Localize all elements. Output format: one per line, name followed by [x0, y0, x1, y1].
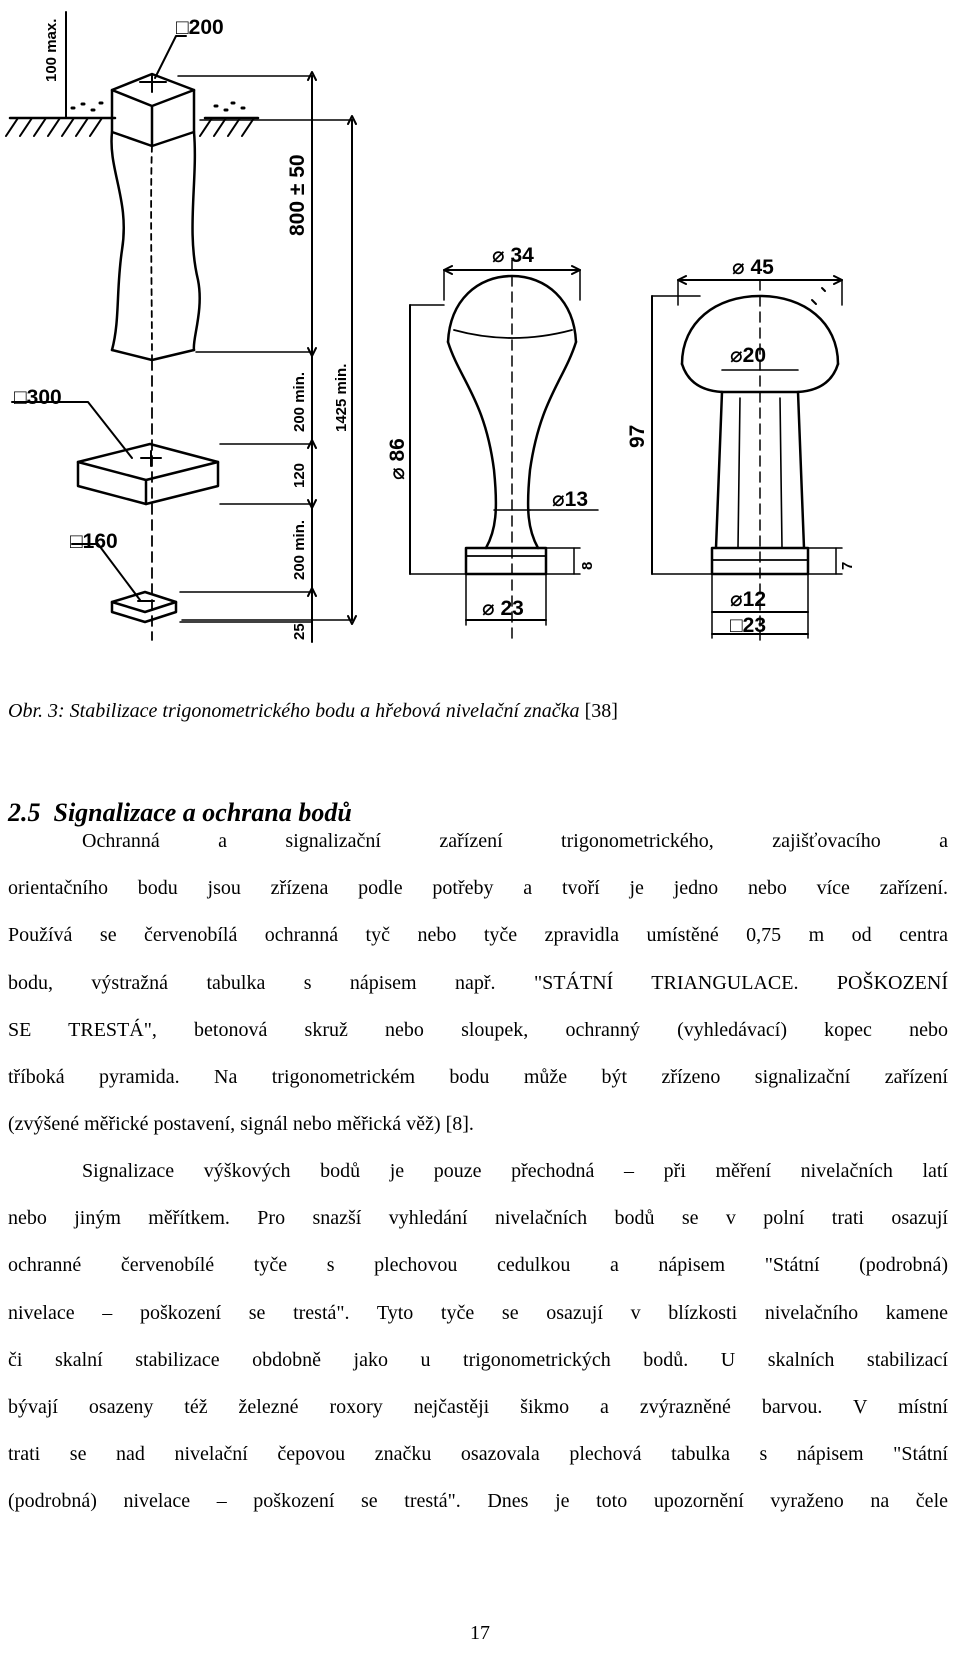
label-d97: 97	[626, 424, 649, 448]
text-line: orientačního bodu jsou zřízena podle potřeby a tvoří je jedno nebo více zařízení.	[8, 877, 948, 900]
label-d12: ⌀12	[730, 588, 767, 611]
label-d800: 800 ± 50	[286, 154, 309, 236]
label-max100: 100 max.	[43, 18, 60, 82]
label-d23a: ⌀ 23	[482, 597, 524, 620]
figure-caption	[8, 700, 618, 723]
text-line: bodu, výstražná tabulka s nápisem např. "STÁTNÍ TRIANGULACE. POŠKOZENÍ	[8, 971, 948, 994]
text-line: tříboká pyramida. Na trigonometrickém bodu může být zřízeno signalizační zařízení	[8, 1065, 948, 1088]
text-line: trati se nad nivelační čepovou značku osazovala plechová tabulka s nápisem "Státní	[8, 1443, 948, 1466]
text-line: ochranné červenobílé tyče s plechovou cedulkou a nápisem "Státní (podrobná)	[8, 1254, 948, 1277]
label-min200a: 200 min.	[291, 371, 308, 432]
text-line: bývají osazeny též železné roxory nejčastěji šikmo a zvýrazněné barvou. V místní	[8, 1395, 948, 1418]
label-min200b: 200 min.	[291, 519, 308, 580]
label-d8: 8	[579, 561, 596, 570]
text-line: nivelace – poškození se trestá". Tyto tyče se osazují v blízkosti nivelačního kamene	[8, 1301, 948, 1324]
text-line: Signalizace výškových bodů je pouze přechodná – při měření nivelačních latí	[82, 1160, 948, 1182]
label-d120: 120	[291, 462, 308, 488]
text-line: či skalní stabilizace obdobně jako u trigonometrických bodů. U skalních stabilizací	[8, 1348, 948, 1371]
label-sq300: □300	[14, 386, 62, 409]
label-sq200: □200	[176, 16, 224, 39]
caption-text: Obr. 3: Stabilizace trigonometrického bodu a hřebová nivelační značka	[8, 700, 580, 722]
section-heading: 2.5 Signalizace a ochrana bodů	[8, 798, 352, 827]
paragraph-1	[8, 818, 948, 1148]
label-d34: ⌀ 34	[492, 244, 534, 267]
text-line: Ochranná a signalizační zařízení trigonometrického, zajišťovacího a	[82, 830, 948, 852]
label-d86: ⌀ 86	[386, 438, 409, 480]
caption-ref: [38]	[579, 700, 618, 722]
label-sq160: □160	[70, 530, 118, 553]
text-line: Používá se červenobílá ochranná tyč nebo tyče zpravidla umístěné 0,75 m od centra	[8, 924, 948, 947]
label-d20: ⌀20	[730, 344, 767, 367]
text-line: SE TRESTÁ", betonová skruž nebo sloupek, ochranný (vyhledávací) kopec nebo	[8, 1018, 948, 1041]
technical-drawing	[0, 0, 960, 690]
paragraph-2	[8, 1148, 948, 1526]
label-sq23: □23	[730, 614, 767, 637]
nail-mark-2-drawing	[652, 276, 842, 640]
text-line: (zvýšené měřické postavení, signál nebo měřická věž) [8].	[8, 1113, 474, 1136]
label-d1425: 1425 min.	[333, 363, 350, 432]
label-d13: ⌀13	[552, 488, 589, 511]
page-number: 17	[470, 1622, 490, 1644]
nail-mark-1-drawing	[410, 260, 598, 640]
label-d7: 7	[839, 561, 856, 570]
text-line: nebo jiným měřítkem. Pro snazší vyhledání nivelačních bodů se v polní trati osazují	[8, 1207, 948, 1230]
label-d25: 25	[291, 623, 308, 640]
text-line: (podrobná) nivelace – poškození se trestá". Dnes je toto upozornění vyraženo na čele	[8, 1490, 948, 1513]
label-d45: ⌀ 45	[732, 256, 774, 279]
